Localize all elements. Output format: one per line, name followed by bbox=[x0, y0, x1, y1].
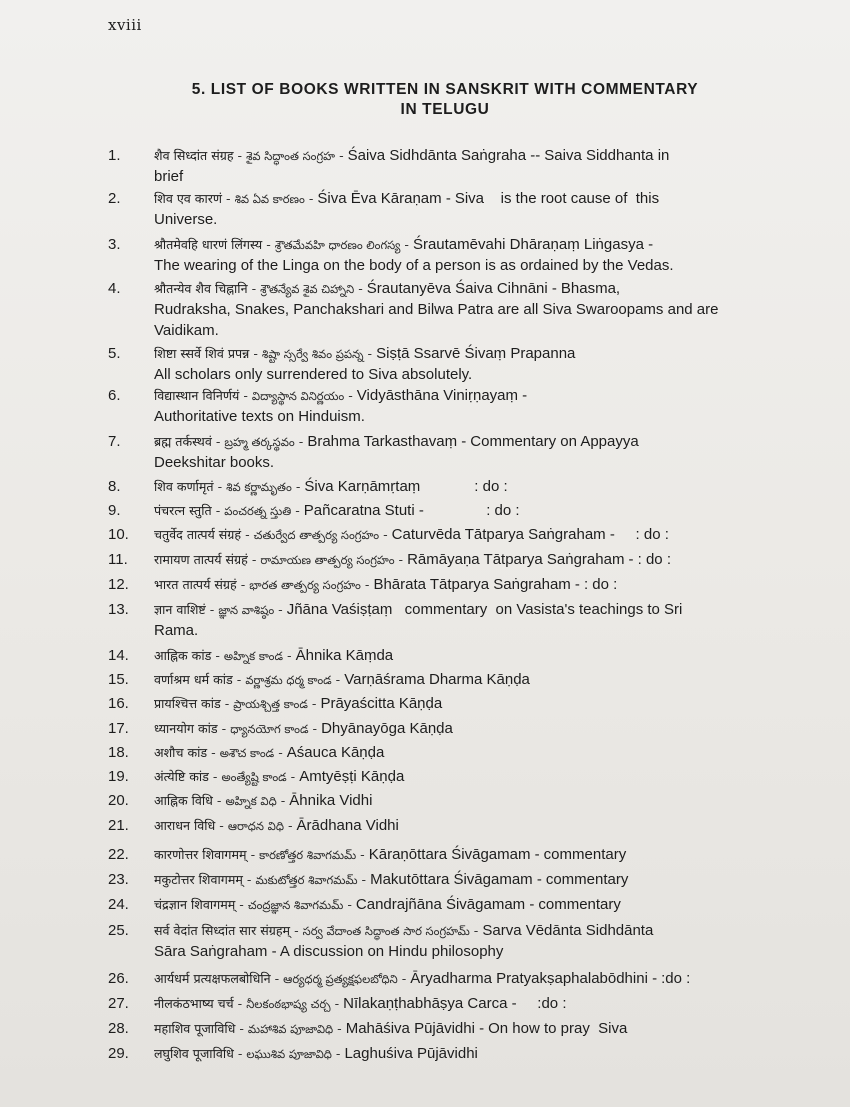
telugu-title: రామాయణ తాత్పర్య సంగ్రహం bbox=[260, 553, 395, 567]
sanskrit-title: वर्णाश्रम धर्म कांड bbox=[154, 672, 233, 687]
separator: - bbox=[232, 672, 246, 687]
separator: - bbox=[215, 818, 228, 833]
item-line bbox=[154, 815, 788, 837]
separator: - bbox=[283, 648, 296, 663]
separator: - bbox=[247, 281, 261, 296]
separator: - bbox=[357, 872, 371, 887]
telugu-title: అహ్నిక కాండ bbox=[223, 649, 284, 663]
item-number: 10. bbox=[108, 526, 129, 543]
item-number: 3. bbox=[108, 236, 121, 253]
separator: - bbox=[239, 388, 252, 403]
separator: - bbox=[270, 971, 284, 986]
telugu-title: నీలకంఠభాష్య చర్చ bbox=[246, 997, 331, 1011]
sanskrit-title: ज्ञान वाशिष्टं bbox=[154, 602, 206, 617]
description: :do : bbox=[661, 970, 691, 987]
separator: - bbox=[343, 897, 356, 912]
telugu-title: ఆర్యధర్మ ప్రత్యక్షఫలబోధిని bbox=[283, 972, 398, 986]
sanskrit-title: महाशिव पूजाविधि bbox=[154, 1021, 236, 1036]
item-line bbox=[154, 188, 788, 210]
item-line bbox=[154, 234, 788, 256]
description: - : do : bbox=[628, 551, 671, 568]
sanskrit-title: आर्यधर्म प्रत्यक्षफलबोधिनि bbox=[154, 971, 271, 986]
item-line bbox=[154, 574, 788, 596]
romanized-title: Brahma Tarkasthavaṃ - bbox=[307, 433, 467, 450]
romanized-title: Āhnika Kāṃda bbox=[295, 647, 394, 664]
description: commentary bbox=[543, 846, 627, 863]
sanskrit-title: भारत तात्पर्य संग्रहं bbox=[154, 577, 237, 592]
item-line bbox=[154, 431, 788, 453]
sanskrit-title: अशौच कांड bbox=[154, 745, 208, 760]
item-number: 22. bbox=[108, 846, 129, 863]
description: Commentary on Appayya bbox=[470, 433, 639, 450]
sanskrit-title: श्रौतमेवहि धारणं लिंगस्य bbox=[154, 237, 263, 252]
description-continued: Universe. bbox=[154, 211, 218, 228]
sanskrit-title: लघुशिव पूजाविधि bbox=[154, 1046, 234, 1061]
item-number: 7. bbox=[108, 433, 121, 450]
telugu-title: జ్ఞాన వాశిష్ఠం bbox=[218, 603, 275, 617]
romanized-title: Makutōttara Śivāgamam - bbox=[370, 871, 542, 888]
sanskrit-title: नीलकंठभाष्य चर्च bbox=[154, 996, 234, 1011]
separator: - bbox=[283, 818, 297, 833]
item-line bbox=[154, 645, 788, 667]
separator: - bbox=[344, 388, 357, 403]
separator: - bbox=[331, 672, 345, 687]
item-number: 29. bbox=[108, 1045, 129, 1062]
item-line bbox=[154, 968, 788, 990]
item-line bbox=[154, 145, 788, 167]
item-line bbox=[154, 718, 788, 740]
sanskrit-title: शिव एव कारणं bbox=[154, 191, 222, 206]
separator: - bbox=[213, 479, 227, 494]
telugu-title: శ్రౌతన్యేవ శైవ చిహ్నాని bbox=[260, 282, 355, 296]
item-number: 9. bbox=[108, 502, 121, 519]
item-number: 13. bbox=[108, 601, 129, 618]
item-line bbox=[154, 1043, 788, 1065]
telugu-title: పంచరత్న స్తుతి bbox=[224, 504, 292, 518]
romanized-title: Siṣṭā Ssarvē Śivaṃ Prapanna bbox=[376, 345, 576, 362]
separator: - bbox=[211, 648, 224, 663]
separator: - bbox=[286, 769, 300, 784]
separator: - bbox=[235, 1021, 248, 1036]
item-number: 19. bbox=[108, 768, 129, 785]
description: Bhasma, bbox=[560, 280, 621, 297]
item-number: 26. bbox=[108, 970, 129, 987]
separator: - bbox=[291, 479, 305, 494]
telugu-title: అహ్నిక విధి bbox=[225, 794, 277, 808]
separator: - bbox=[356, 847, 369, 862]
item-line bbox=[154, 669, 788, 691]
telugu-title: మకుటోత్తర శివాగమమ్ bbox=[255, 873, 358, 887]
description-continued: Rama. bbox=[154, 622, 199, 639]
item-line bbox=[154, 500, 788, 522]
separator: - bbox=[207, 745, 220, 760]
separator: - bbox=[291, 503, 304, 518]
romanized-title: Rāmāyaṇa Tātparya Saṅgraham bbox=[407, 551, 625, 568]
separator: - bbox=[400, 237, 413, 252]
romanized-title: Śiva Ēva Kāraṇam - bbox=[317, 190, 451, 207]
separator: - bbox=[235, 897, 248, 912]
romanized-title: Aśauca Kāṇḍa bbox=[286, 744, 385, 761]
sanskrit-title: कारणोत्तर शिवागमम् bbox=[154, 847, 247, 862]
telugu-title: శివ కర్ణామృతం bbox=[226, 480, 292, 494]
sanskrit-title: मकुटोत्तर शिवागमम् bbox=[154, 872, 243, 887]
separator: - bbox=[233, 996, 247, 1011]
separator: - bbox=[233, 148, 247, 163]
telugu-title: భారత తాత్పర్య సంగ్రహం bbox=[249, 578, 361, 592]
separator: - bbox=[236, 577, 250, 592]
item-number: 2. bbox=[108, 190, 121, 207]
romanized-title: Mahāśiva Pūjāvidhi - bbox=[345, 1020, 485, 1037]
sanskrit-title: आह्निक विधि bbox=[154, 793, 213, 808]
separator: - bbox=[304, 191, 318, 206]
separator: - bbox=[211, 434, 225, 449]
sanskrit-title: आह्निक कांड bbox=[154, 648, 212, 663]
description: Saiva Siddhanta in bbox=[544, 147, 670, 164]
separator: - bbox=[220, 696, 234, 711]
romanized-title: Śrautanyēva Śaiva Cihnāni - bbox=[366, 280, 557, 297]
section-title-line1: 5. LIST OF BOOKS WRITTEN IN SANSKRIT WITH COMMENTARY bbox=[191, 81, 699, 98]
item-number: 24. bbox=[108, 896, 129, 913]
separator: - bbox=[307, 696, 321, 711]
romanized-title: Ārādhana Vidhi bbox=[296, 817, 399, 834]
description-continued: Sāra Saṅgraham - A discussion on Hindu philosophy bbox=[154, 943, 504, 960]
item-number: 1. bbox=[108, 147, 121, 164]
item-line bbox=[154, 790, 788, 812]
separator: - bbox=[330, 996, 344, 1011]
separator: - bbox=[246, 847, 260, 862]
item-line bbox=[154, 993, 788, 1015]
romanized-title: Āhnika Vidhi bbox=[289, 792, 373, 809]
sanskrit-title: चंद्रज्ञान शिवागमम् bbox=[154, 897, 236, 912]
telugu-title: కారణోత్తర శివాగమమ్ bbox=[259, 848, 357, 862]
sanskrit-title: पंचरत्न स्तुति bbox=[154, 503, 212, 518]
telugu-title: వర్ణాశ్రమ ధర్మ కాండ bbox=[245, 673, 332, 687]
separator: - bbox=[363, 346, 377, 361]
separator: - bbox=[335, 148, 348, 163]
item-line bbox=[154, 343, 788, 365]
sanskrit-title: शिष्टा स्सर्वे शिवं प्रपन्न bbox=[154, 346, 250, 361]
telugu-title: శివ ఏవ కారణం bbox=[234, 192, 305, 206]
separator: - bbox=[249, 346, 262, 361]
item-line bbox=[154, 599, 788, 621]
section-title-line2: IN TELUGU bbox=[400, 101, 490, 118]
telugu-title: శ్రౌతమేవహి ధారణం లింగస్య bbox=[274, 238, 401, 252]
sanskrit-title: शिव कर्णामृतं bbox=[154, 479, 214, 494]
romanized-title: Bhārata Tātparya Saṅgraham bbox=[373, 576, 571, 593]
item-number: 8. bbox=[108, 478, 121, 495]
item-line bbox=[154, 742, 788, 764]
separator: - bbox=[397, 971, 411, 986]
description-continued: Rudraksha, Snakes, Panchakshari and Bilwa Patra are all Siva Swaroopams and are bbox=[154, 301, 719, 318]
telugu-title: చతుర్వేద తాత్పర్య సంగ్రహం bbox=[253, 528, 380, 542]
description-continued: brief bbox=[154, 168, 184, 185]
romanized-title: Varṇāśrama Dharma Kāṇḍa bbox=[344, 671, 530, 688]
description: :do : bbox=[520, 995, 567, 1012]
separator: - bbox=[208, 769, 222, 784]
separator: - bbox=[274, 602, 287, 617]
sanskrit-title: आराधन विधि bbox=[154, 818, 216, 833]
description: commentary on Vasista's teachings to Sri bbox=[396, 601, 683, 618]
item-line bbox=[154, 385, 788, 407]
romanized-title: Dhyānayōga Kāṇḍa bbox=[321, 720, 453, 737]
description-continued: The wearing of the Linga on the body of a person is as ordained by the Vedas. bbox=[154, 257, 674, 274]
item-line bbox=[154, 524, 788, 546]
sanskrit-title: ध्यानयोग कांड bbox=[154, 721, 218, 736]
romanized-title: Śrautamēvahi Dhāraṇaṃ Liṅgasya - bbox=[412, 236, 654, 253]
item-number: 18. bbox=[108, 744, 129, 761]
description: : do : bbox=[424, 478, 508, 495]
item-line bbox=[154, 278, 788, 300]
sanskrit-title: प्रायश्चित्त कांड bbox=[154, 696, 221, 711]
item-number: 6. bbox=[108, 387, 121, 404]
item-line bbox=[154, 894, 788, 916]
separator: - bbox=[290, 923, 303, 938]
sanskrit-title: ब्रह्म तर्कस्थवं bbox=[154, 434, 212, 449]
item-number: 4. bbox=[108, 280, 121, 297]
description-continued: Vaidikam. bbox=[154, 322, 219, 339]
romanized-title: Prāyaścitta Kāṇḍa bbox=[320, 695, 443, 712]
sanskrit-title: अंत्येष्टि कांड bbox=[154, 769, 209, 784]
description: commentary bbox=[538, 896, 621, 913]
romanized-title: Āryadharma Pratyakṣaphalabōdhini - bbox=[410, 970, 658, 987]
item-number: 21. bbox=[108, 817, 129, 834]
romanized-title: Śaiva Sidhdānta Saṅgraha -- bbox=[347, 147, 541, 164]
telugu-title: చంద్రజ్ఞాన శివాగమమ్ bbox=[247, 898, 344, 912]
romanized-title: Caturvēda Tātparya Saṅgraham - bbox=[391, 526, 615, 543]
romanized-title: Nīlakaṇṭhabhāṣya Carca - bbox=[343, 995, 517, 1012]
item-line bbox=[154, 476, 788, 498]
separator: - bbox=[379, 527, 392, 542]
separator: - bbox=[247, 552, 261, 567]
romanized-title: Amtyēṣṭi Kāṇḍa bbox=[299, 768, 405, 785]
item-number: 14. bbox=[108, 647, 129, 664]
romanized-title: Śiva Karṇāmṛtaṃ bbox=[304, 478, 421, 495]
telugu-title: అశౌచ కాండ bbox=[219, 746, 275, 760]
item-number: 16. bbox=[108, 695, 129, 712]
item-line bbox=[154, 844, 788, 866]
telugu-title: మహాశివ పూజావిధి bbox=[247, 1022, 334, 1036]
sanskrit-title: विद्यास्थान विनिर्णयं bbox=[154, 388, 240, 403]
sanskrit-title: चतुर्वेद तात्पर्य संग्रहं bbox=[154, 527, 242, 542]
item-number: 25. bbox=[108, 922, 129, 939]
description: Siva is the root cause of this bbox=[454, 190, 660, 207]
description: - : do : bbox=[574, 576, 618, 593]
romanized-title: Vidyāsthāna Viniṛṇayaṃ - bbox=[356, 387, 528, 404]
sanskrit-title: सर्व वेदांत सिध्दांत सार संग्रहम् bbox=[154, 923, 291, 938]
item-line bbox=[154, 1018, 788, 1040]
separator: - bbox=[331, 1046, 345, 1061]
separator: - bbox=[333, 1021, 346, 1036]
romanized-title: Laghuśiva Pūjāvidhi bbox=[344, 1045, 478, 1062]
item-line bbox=[154, 920, 788, 942]
separator: - bbox=[308, 721, 322, 736]
separator: - bbox=[294, 434, 308, 449]
item-line bbox=[154, 549, 788, 571]
telugu-title: లఘుశివ పూజావిధి bbox=[246, 1047, 332, 1061]
page-number: xviii bbox=[108, 16, 142, 34]
description: On how to pray Siva bbox=[488, 1020, 628, 1037]
separator: - bbox=[274, 745, 287, 760]
item-number: 17. bbox=[108, 720, 129, 737]
telugu-title: విద్యాస్థాన వినిర్ణయం bbox=[251, 389, 345, 403]
telugu-title: శైవ సిద్ధాంత సంగ్రహ bbox=[246, 149, 336, 163]
separator: - bbox=[394, 552, 408, 567]
telugu-title: అంత్యేష్టి కాండ bbox=[221, 770, 287, 784]
separator: - bbox=[360, 577, 374, 592]
item-number: 27. bbox=[108, 995, 129, 1012]
separator: - bbox=[276, 793, 290, 808]
separator: - bbox=[469, 923, 483, 938]
separator: - bbox=[222, 191, 235, 206]
telugu-title: బ్రహ్మ తర్కస్థవం bbox=[224, 435, 295, 449]
telugu-title: ప్రాయశ్చిత్త కాండ bbox=[233, 697, 308, 711]
telugu-title: ధ్యానయోగ కాండ bbox=[230, 722, 309, 736]
separator: - bbox=[233, 1046, 247, 1061]
item-number: 23. bbox=[108, 871, 129, 888]
description-continued: All scholars only surrendered to Siva absolutely. bbox=[154, 366, 473, 383]
sanskrit-title: शैव सिध्दांत संग्रह bbox=[154, 148, 234, 163]
romanized-title: Kāraṇōttara Śivāgamam - bbox=[368, 846, 540, 863]
romanized-title: Sarva Vēdānta Sidhdānta bbox=[482, 922, 654, 939]
separator: - bbox=[212, 793, 226, 808]
item-number: 15. bbox=[108, 671, 129, 688]
telugu-title: ఆరాధన విధి bbox=[227, 819, 284, 833]
sanskrit-title: श्रौतन्येव शैव चिह्नानि bbox=[154, 281, 248, 296]
separator: - bbox=[241, 527, 254, 542]
description-continued: Deekshitar books. bbox=[154, 454, 275, 471]
romanized-title: Candrajñāna Śivāgamam - bbox=[355, 896, 535, 913]
item-number: 12. bbox=[108, 576, 129, 593]
item-line bbox=[154, 869, 788, 891]
telugu-title: సర్వ వేదాంత సిద్ధాంత సార సంగ్రహమ్ bbox=[302, 924, 470, 938]
description: : do : bbox=[618, 526, 669, 543]
description-continued: Authoritative texts on Hinduism. bbox=[154, 408, 365, 425]
item-number: 28. bbox=[108, 1020, 129, 1037]
item-number: 20. bbox=[108, 792, 129, 809]
separator: - bbox=[217, 721, 231, 736]
separator: - bbox=[354, 281, 367, 296]
separator: - bbox=[205, 602, 219, 617]
description: : do : bbox=[427, 502, 520, 519]
separator: - bbox=[262, 237, 275, 252]
description: commentary bbox=[545, 871, 629, 888]
sanskrit-title: रामायण तात्पर्य संग्रहं bbox=[154, 552, 248, 567]
item-number: 11. bbox=[108, 551, 128, 568]
romanized-title: Jñāna Vaśiṣṭaṃ bbox=[286, 601, 393, 618]
separator: - bbox=[211, 503, 225, 518]
telugu-title: శిష్టా స్సర్వే శివం ప్రపన్న bbox=[261, 347, 364, 361]
item-line bbox=[154, 693, 788, 715]
item-line bbox=[154, 766, 788, 788]
item-number: 5. bbox=[108, 345, 121, 362]
separator: - bbox=[242, 872, 256, 887]
romanized-title: Pañcaratna Stuti - bbox=[303, 502, 424, 519]
